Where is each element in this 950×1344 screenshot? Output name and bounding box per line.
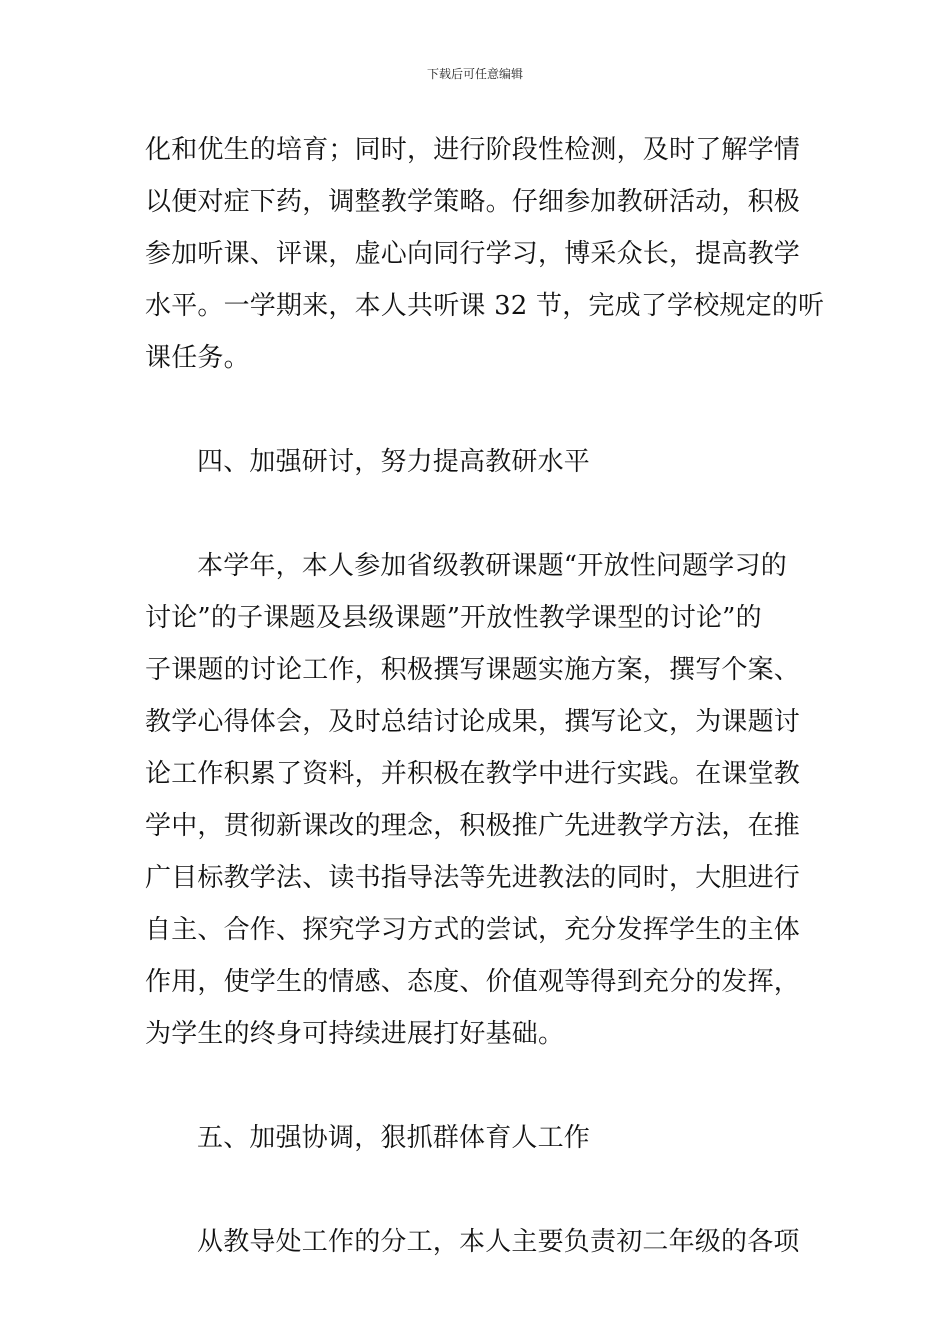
- section-heading: [145, 1112, 810, 1164]
- text-line: 子课题的讨论工作，积极撰写课题实施方案，撰写个案、: [145, 655, 801, 685]
- text-line: 本学年，本人参加省级教研课题“开放性问题学习的: [197, 551, 787, 581]
- heading-line: 四、加强研讨，努力提高教研水平: [197, 447, 591, 477]
- text-line: 从教导处工作的分工，本人主要负责初二年级的各项: [197, 1227, 800, 1257]
- text-line: 自主、合作、探究学习方式的尝试，充分发挥学生的主体: [145, 915, 801, 945]
- page-header-note: 下载后可任意编辑: [426, 67, 523, 81]
- section-heading: [145, 436, 810, 488]
- text-line: 讨论”的子课题及县级课题”开放性教学课型的讨论”的: [145, 603, 762, 633]
- text-line: 化和优生的培育；同时，进行阶段性检测，及时了解学情: [145, 135, 801, 165]
- text-line: 为学生的终身可持续进展打好基础。: [145, 1019, 565, 1049]
- heading-line: 五、加强协调，狠抓群体育人工作: [197, 1123, 591, 1153]
- text-line: 教学心得体会，及时总结讨论成果，撰写论文，为课题讨: [145, 707, 801, 737]
- text-line: 课任务。: [145, 343, 250, 373]
- paragraph-gap: [145, 384, 810, 436]
- text-line: 学中，贯彻新课改的理念，积极推广先进教学方法，在推: [145, 811, 801, 841]
- paragraph-gap: [145, 1164, 810, 1216]
- text-line: 广目标教学法、读书指导法等先进教法的同时，大胆进行: [145, 863, 801, 893]
- text-line: 论工作积累了资料，并积极在教学中进行实践。在课堂教: [145, 759, 801, 789]
- text-line: 水平。一学期来，本人共听课 32 节，完成了学校规定的听: [145, 291, 825, 321]
- document-body: [145, 124, 825, 1268]
- paragraph-gap: [145, 1060, 810, 1112]
- text-line: 参加听课、评课，虚心向同行学习，博采众长，提高教学: [145, 239, 801, 269]
- paragraph: [145, 124, 825, 384]
- text-line: 作用，使学生的情感、态度、价值观等得到充分的发挥，: [145, 967, 801, 997]
- paragraph-gap: [145, 488, 810, 540]
- paragraph: [145, 1216, 810, 1268]
- text-line: 以便对症下药，调整教学策略。仔细参加教研活动，积极: [145, 187, 801, 217]
- paragraph: [145, 540, 810, 1060]
